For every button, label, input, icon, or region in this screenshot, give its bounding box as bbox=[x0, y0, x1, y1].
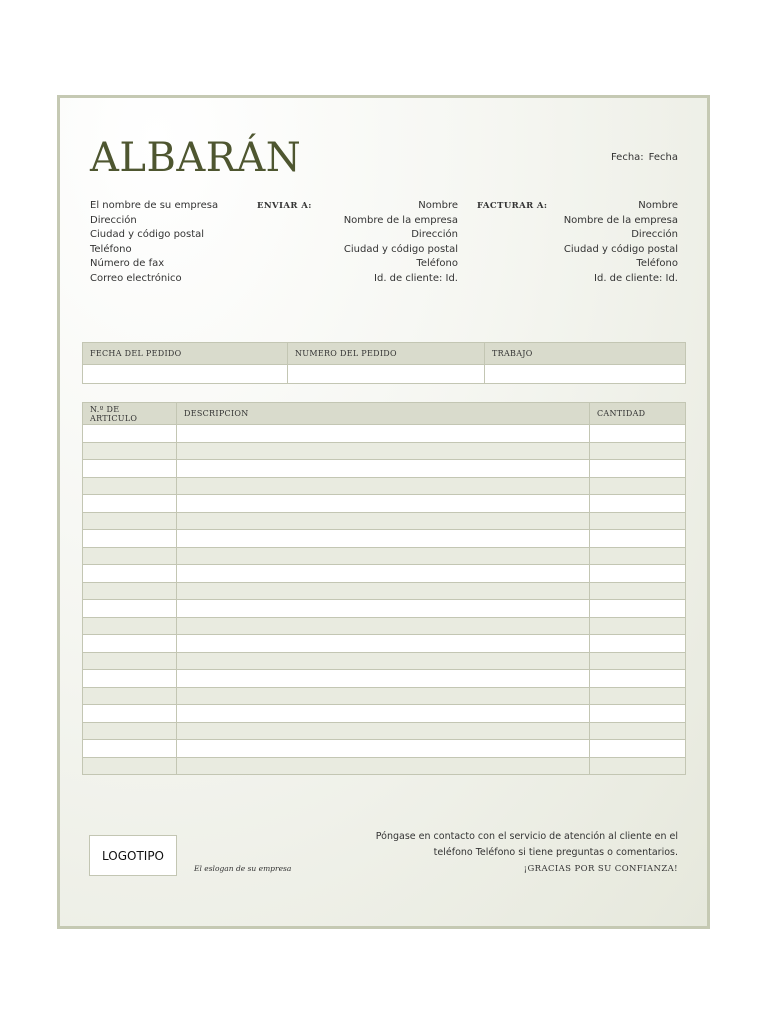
item-number-cell[interactable] bbox=[83, 722, 177, 740]
table-row bbox=[83, 582, 686, 600]
description-cell[interactable] bbox=[177, 512, 590, 530]
order-info-table bbox=[82, 342, 686, 384]
quantity-cell[interactable] bbox=[590, 495, 686, 513]
bill-to-city: Ciudad y código postal bbox=[563, 243, 678, 255]
quantity-cell[interactable] bbox=[590, 600, 686, 618]
item-number-cell[interactable] bbox=[83, 582, 177, 600]
table-row bbox=[83, 547, 686, 565]
description-cell[interactable] bbox=[177, 582, 590, 600]
bill-to-company: Nombre de la empresa bbox=[563, 214, 678, 226]
table-row bbox=[83, 687, 686, 705]
table-row bbox=[83, 565, 686, 583]
quantity-cell[interactable] bbox=[590, 705, 686, 723]
table-row bbox=[83, 652, 686, 670]
quantity-cell[interactable] bbox=[590, 547, 686, 565]
ship-to-label: ENVIAR A: bbox=[257, 201, 312, 211]
ship-to-address: Dirección bbox=[411, 229, 458, 241]
quantity-cell[interactable] bbox=[590, 565, 686, 583]
table-row bbox=[83, 530, 686, 548]
bill-to-name: Nombre bbox=[638, 200, 678, 211]
quantity-header: CANTIDAD bbox=[590, 403, 686, 425]
description-cell[interactable] bbox=[177, 425, 590, 443]
table-row bbox=[83, 757, 686, 775]
item-number-cell[interactable] bbox=[83, 442, 177, 460]
company-info bbox=[90, 199, 218, 287]
job-cell[interactable] bbox=[485, 365, 686, 384]
description-header: DESCRIPCION bbox=[177, 403, 590, 425]
ship-to-company: Nombre de la empresa bbox=[343, 214, 458, 226]
company-fax: Número de fax bbox=[90, 258, 165, 270]
description-cell[interactable] bbox=[177, 565, 590, 583]
quantity-cell[interactable] bbox=[590, 460, 686, 478]
table-row bbox=[83, 635, 686, 653]
description-cell[interactable] bbox=[177, 740, 590, 758]
description-cell[interactable] bbox=[177, 495, 590, 513]
contact-text bbox=[358, 829, 678, 861]
ship-to-city: Ciudad y código postal bbox=[343, 243, 458, 255]
item-number-cell[interactable] bbox=[83, 652, 177, 670]
description-cell[interactable] bbox=[177, 722, 590, 740]
quantity-cell[interactable] bbox=[590, 670, 686, 688]
item-number-cell[interactable] bbox=[83, 670, 177, 688]
ship-to-name: Nombre bbox=[418, 200, 458, 211]
company-slogan: El eslogan de su empresa bbox=[194, 864, 292, 873]
item-number-cell[interactable] bbox=[83, 635, 177, 653]
item-number-cell[interactable] bbox=[83, 565, 177, 583]
quantity-cell[interactable] bbox=[590, 442, 686, 460]
item-number-cell[interactable] bbox=[83, 705, 177, 723]
bill-to-info bbox=[520, 199, 678, 287]
item-number-cell[interactable] bbox=[83, 547, 177, 565]
document-title: ALBARÁN bbox=[90, 135, 302, 181]
item-number-cell[interactable] bbox=[83, 495, 177, 513]
item-number-cell[interactable] bbox=[83, 740, 177, 758]
item-number-cell[interactable] bbox=[83, 617, 177, 635]
table-row bbox=[83, 670, 686, 688]
description-cell[interactable] bbox=[177, 442, 590, 460]
contact-line-2: teléfono Teléfono si tiene preguntas o comentarios. bbox=[433, 847, 678, 858]
company-city: Ciudad y código postal bbox=[90, 229, 205, 241]
description-cell[interactable] bbox=[177, 635, 590, 653]
items-table-body bbox=[83, 425, 686, 775]
table-row bbox=[83, 705, 686, 723]
items-table bbox=[82, 402, 686, 775]
description-cell[interactable] bbox=[177, 652, 590, 670]
description-cell[interactable] bbox=[177, 617, 590, 635]
item-number-cell[interactable] bbox=[83, 512, 177, 530]
ship-to-phone: Teléfono bbox=[416, 258, 458, 270]
ship-to-customer-id: Id. de cliente: Id. bbox=[374, 272, 458, 284]
bill-to-label: FACTURAR A: bbox=[477, 201, 548, 211]
item-number-cell[interactable] bbox=[83, 687, 177, 705]
item-number-cell[interactable] bbox=[83, 530, 177, 548]
quantity-cell[interactable] bbox=[590, 617, 686, 635]
item-number-cell[interactable] bbox=[83, 425, 177, 443]
contact-line-1: Póngase en contacto con el servicio de atención al cliente en el bbox=[375, 831, 678, 842]
quantity-cell[interactable] bbox=[590, 687, 686, 705]
table-row bbox=[83, 617, 686, 635]
description-cell[interactable] bbox=[177, 757, 590, 775]
quantity-cell[interactable] bbox=[590, 425, 686, 443]
description-cell[interactable] bbox=[177, 670, 590, 688]
company-address: Dirección bbox=[90, 214, 137, 226]
quantity-cell[interactable] bbox=[590, 635, 686, 653]
quantity-cell[interactable] bbox=[590, 652, 686, 670]
table-row bbox=[83, 477, 686, 495]
order-date-header: FECHA DEL PEDIDO bbox=[83, 343, 288, 365]
quantity-cell[interactable] bbox=[590, 740, 686, 758]
date-label: Fecha: bbox=[610, 152, 644, 163]
company-email: Correo electrónico bbox=[90, 272, 182, 284]
description-cell[interactable] bbox=[177, 687, 590, 705]
quantity-cell[interactable] bbox=[590, 722, 686, 740]
item-number-cell[interactable] bbox=[83, 477, 177, 495]
table-row bbox=[83, 740, 686, 758]
table-row bbox=[83, 425, 686, 443]
description-cell[interactable] bbox=[177, 530, 590, 548]
bill-to-customer-id: Id. de cliente: Id. bbox=[594, 272, 678, 284]
item-number-cell[interactable] bbox=[83, 757, 177, 775]
table-row bbox=[83, 495, 686, 513]
order-number-header: NUMERO DEL PEDIDO bbox=[288, 343, 485, 365]
bill-to-phone: Teléfono bbox=[636, 258, 678, 270]
logo-placeholder: LOGOTIPO bbox=[89, 835, 177, 876]
thank-you-text: ¡GRACIAS POR SU CONFIANZA! bbox=[523, 864, 678, 874]
description-cell[interactable] bbox=[177, 460, 590, 478]
quantity-cell[interactable] bbox=[590, 582, 686, 600]
description-cell[interactable] bbox=[177, 477, 590, 495]
table-row bbox=[83, 722, 686, 740]
item-number-cell[interactable] bbox=[83, 460, 177, 478]
quantity-cell[interactable] bbox=[590, 512, 686, 530]
quantity-cell[interactable] bbox=[590, 477, 686, 495]
description-cell[interactable] bbox=[177, 600, 590, 618]
bill-to-address: Dirección bbox=[631, 229, 678, 241]
table-row bbox=[83, 460, 686, 478]
date-line bbox=[611, 152, 678, 163]
item-number-header: N.º DE ARTICULO bbox=[83, 403, 177, 425]
description-cell[interactable] bbox=[177, 705, 590, 723]
item-number-cell[interactable] bbox=[83, 600, 177, 618]
quantity-cell[interactable] bbox=[590, 530, 686, 548]
table-row bbox=[83, 442, 686, 460]
description-cell[interactable] bbox=[177, 547, 590, 565]
date-value: Fecha bbox=[648, 152, 678, 163]
table-row bbox=[83, 512, 686, 530]
company-phone: Teléfono bbox=[90, 243, 132, 255]
company-name: El nombre de su empresa bbox=[90, 200, 219, 211]
order-number-cell[interactable] bbox=[288, 365, 485, 384]
job-header: TRABAJO bbox=[485, 343, 686, 365]
ship-to-info bbox=[300, 199, 458, 287]
quantity-cell[interactable] bbox=[590, 757, 686, 775]
table-row bbox=[83, 600, 686, 618]
order-date-cell[interactable] bbox=[83, 365, 288, 384]
